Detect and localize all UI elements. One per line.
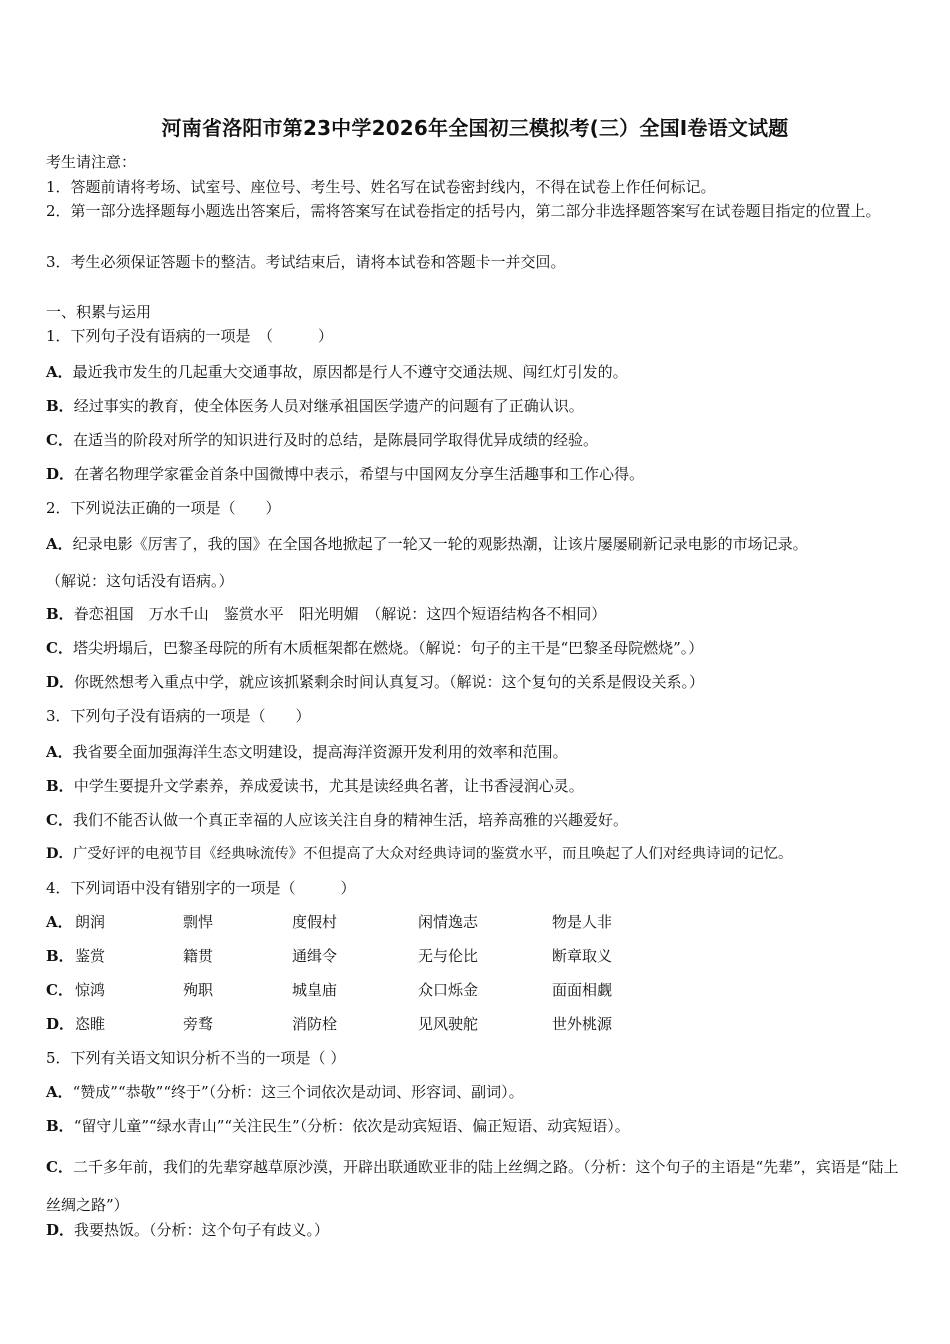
option-text: 眷恋祖国 万水千山 鉴赏水平 阳光明媚 （解说：这四个短语结构各不相同） (73, 605, 607, 623)
q2-option-a (46, 534, 808, 554)
q2-option-d (46, 672, 704, 692)
notice-item-1: 1．答题前请将考场、试室号、座位号、考生号、姓名写在试卷密封线内，不得在试卷上作任何标记。 (46, 178, 716, 196)
q5-option-c (46, 1148, 904, 1224)
notice-item-2: 2．第一部分选择题每小题选出答案后，需将答案写在试卷指定的括号内，第二部分非选择题答案写在试卷题目指定的位置上。 (46, 202, 881, 220)
word: 籍贯 (183, 947, 214, 965)
word: 消防栓 (292, 1015, 338, 1033)
q1-option-d (46, 464, 644, 484)
option-label: A． (46, 535, 73, 553)
word: 通缉令 (292, 947, 338, 965)
word: 惊鸿 (75, 981, 106, 999)
word: 恣睢 (75, 1015, 106, 1033)
option-label: C． (46, 431, 73, 449)
option-text: 二千多年前，我们的先辈穿越草原沙漠，开辟出联通欧亚非的陆上丝绸之路。（分析：这个句子的主语是“先辈”，宾语是“陆上丝绸之路”） (46, 1158, 899, 1214)
q2-option-b (46, 604, 606, 624)
option-label: A． (46, 1083, 73, 1101)
word: 无与伦比 (418, 947, 479, 965)
option-label: D． (46, 673, 75, 691)
q4-row-a (46, 912, 904, 932)
option-text: 在适当的阶段对所学的知识进行及时的总结，是陈晨同学取得优异成绩的经验。 (72, 431, 598, 449)
page-title: 河南省洛阳市第23中学2026年全国初三模拟考(三）全国I卷语文试题 (161, 116, 789, 140)
option-text: “赞成”“恭敬”“终于”（分析：这三个词依次是动词、形容词、副词）。 (72, 1083, 524, 1101)
q5-option-d (46, 1220, 329, 1240)
q5-stem: 5．下列有关语文知识分析不当的一项是（ ） (46, 1049, 346, 1067)
q4-row-d (46, 1014, 904, 1034)
option-label: D． (46, 845, 73, 862)
option-text: 纪录电影《厉害了，我的国》在全国各地掀起了一轮又一轮的观影热潮，让该片屡屡刷新记录电影的市场记录。 (72, 535, 808, 553)
option-text: 广受好评的电视节目《经典咏流传》不但提高了大众对经典诗词的鉴赏水平，而且唤起了人们对经典诗词的记忆。 (72, 846, 793, 862)
word: 殉职 (183, 981, 214, 999)
q3-option-b (46, 776, 584, 796)
option-label: C． (46, 1158, 73, 1176)
q1-option-b (46, 396, 584, 416)
option-text: 经过事实的教育，使全体医务人员对继承祖国医学遗产的问题有了正确认识。 (73, 397, 584, 415)
q4-row-c (46, 980, 904, 1000)
option-text: 在著名物理学家霍金首条中国微博中表示，希望与中国网友分享生活趣事和工作心得。 (74, 465, 645, 483)
q4-stem: 4．下列词语中没有错别字的一项是（ ） (46, 879, 356, 897)
q3-option-d (46, 844, 792, 864)
option-label: C． (46, 811, 73, 829)
word: 度假村 (292, 913, 338, 931)
option-text: 我省要全面加强海洋生态文明建设，提高海洋资源开发利用的效率和范围。 (72, 743, 568, 761)
word: 面面相觑 (552, 981, 613, 999)
option-label: A． (46, 363, 73, 381)
option-label: C． (46, 639, 73, 657)
option-label: A． (46, 913, 73, 931)
word: 城皇庙 (292, 981, 338, 999)
word: 众口烁金 (418, 981, 479, 999)
q5-option-a (46, 1082, 524, 1102)
option-text: “留守儿童”“绿水青山”“关注民生”（分析：依次是动宾短语、偏正短语、动宾短语）。 (73, 1117, 630, 1135)
section-heading: 一、积累与运用 (46, 303, 152, 321)
word: 旁骛 (183, 1015, 214, 1033)
option-label: D． (46, 1015, 75, 1033)
word: 闲情逸志 (418, 913, 479, 931)
option-text: 中学生要提升文学素养，养成爱读书，尤其是读经典名著，让书香浸润心灵。 (73, 777, 584, 795)
option-text: 我们不能否认做一个真正幸福的人应该关注自身的精神生活，培养高雅的兴趣爱好。 (72, 811, 628, 829)
word: 见风驶舵 (418, 1015, 479, 1033)
q2-option-c (46, 638, 703, 658)
word: 剽悍 (183, 913, 214, 931)
word: 物是人非 (552, 913, 613, 931)
word: 断章取义 (552, 947, 613, 965)
word: 朗润 (75, 913, 106, 931)
q3-option-c (46, 810, 628, 830)
q1-stem: 1．下列句子没有语病的一项是 （ ） (46, 327, 334, 345)
option-label: B． (46, 1117, 74, 1135)
option-label: B． (46, 605, 74, 623)
option-text: 最近我市发生的几起重大交通事故，原因都是行人不遵守交通法规、闯红灯引发的。 (72, 363, 628, 381)
q1-option-c (46, 430, 598, 450)
option-text: 塔尖坍塌后，巴黎圣母院的所有木质框架都在燃烧。（解说：句子的主干是“巴黎圣母院燃烧”。） (72, 639, 704, 657)
option-label: B． (46, 397, 74, 415)
q2-option-a-note: （解说：这句话没有语病。） (46, 572, 234, 590)
option-label: D． (46, 1221, 75, 1239)
option-label: B． (46, 947, 74, 965)
q3-option-a (46, 742, 568, 762)
q4-row-b (46, 946, 904, 966)
word: 世外桃源 (552, 1015, 613, 1033)
option-label: D． (46, 465, 75, 483)
q1-option-a (46, 362, 628, 382)
option-text: 你既然想考入重点中学，就应该抓紧剩余时间认真复习。（解说：这个复句的关系是假设关系。） (74, 673, 705, 691)
q3-stem: 3．下列句子没有语病的一项是（ ） (46, 707, 311, 725)
word: 鉴赏 (75, 947, 106, 965)
option-label: C． (46, 981, 73, 999)
q5-option-b (46, 1116, 630, 1136)
option-label: A． (46, 743, 73, 761)
q2-stem: 2．下列说法正确的一项是（ ） (46, 499, 281, 517)
option-text: 我要热饭。（分析：这个句子有歧义。） (74, 1221, 330, 1239)
notice-heading: 考生请注意： (46, 153, 137, 171)
notice-item-3: 3．考生必须保证答题卡的整洁。考试结束后，请将本试卷和答题卡一并交回。 (46, 253, 566, 271)
option-label: B． (46, 777, 74, 795)
